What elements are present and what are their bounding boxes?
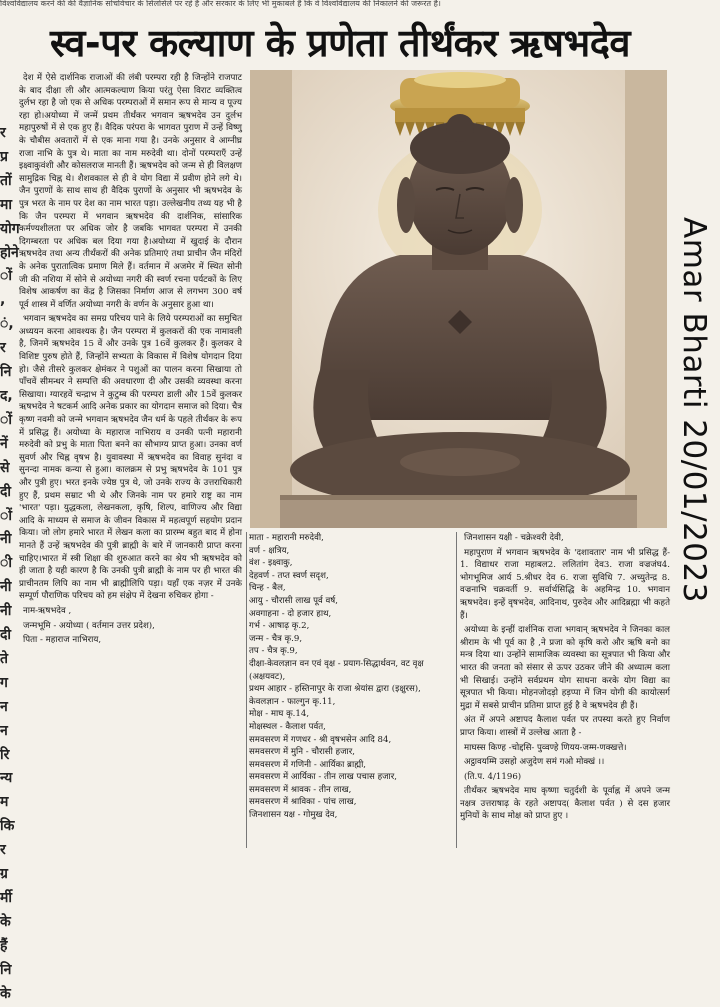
article-column-3 (460, 532, 670, 850)
paragraph: अट्ठावयम्मि उसहो अजुदेण समं गओ मोक्खं ।। (464, 757, 605, 768)
watermark-text: Amar Bharti 20/01/2023 (676, 217, 712, 603)
fact-line: प्रथम आहार - हस्तिनापुर के राजा श्रेयांस द्वारा (इक्षुरस), (249, 684, 421, 695)
fact-line: समवसरण में श्रावक - तीन लाख, (249, 784, 352, 795)
column-divider (456, 532, 457, 848)
paragraph: महापुराण में भगवान ऋषभदेव के 'दशावतार' नाम भी प्रसिद्ध हैं- 1. विद्याधर राजा महाबल2. ललितांग देव3. राजा वज्रजंघ4. भोगभूमिज आर्य 5.श्रीधर देव 6. राजा सुविधि 7. अच्युतेन्द्र 8. वज्रनाभि चक्रवर्ती 9. सर्वार्थसिद्धि के अहमिन्द्र 10. भगवान ऋषभदेव। इन्हें वृषभदेव, आदिनाथ, पुरुदेव और आदिब्रह्मा भी कहते हैं। (460, 547, 670, 621)
paragraph: देश में ऐसे दार्शनिक राजाओं की लंबी परम्परा रही है जिन्होंने राजपाट के बाद दीक्षा ली और आत्मकल्याण किया परंतु ऐसा विराट व्यक्तित्व दुर्लभ रहा है जो एक से अधिक परम्पराओं में समान रूप से मान्य व पूज्य रहा हो।अयोध्या में जन्में प्रथम तीर्थंकर भगवान ऋषभदेव उन दुर्लभ महापुरुषों में से एक हुए हैं। वैदिक परंपरा के भागवत पुराण में उन्हें विष्णु के चौबीस अवतारों में से एक माना गया है। उनके अनुसार वे आग्नीघ्र राजा नाभि के पुत्र थे। माता का नाम मरुदेवी था। दोनों परम्पराएँ उन्हें इक्ष्वाकुवंशी और कोसलराज मानती हैं। ऋषभदेव को जन्म से ही विलक्षण सामुद्रिक चिह्न थे। शैशवकाल से ही वे योग विद्या में प्रवीण होने लगे थे। जैन पुराणों के साथ साथ ही वैदिक पुराणों के अनुसार भी ऋषभदेव के पुत्र भरत के नाम पर देश का नाम भारत पड़ा। उल्लेखनीय तथ्य यह भी है कि जैन परम्परा में भगवान ऋषभदेव की दार्शनिक, सांसारिक कर्मण्यशीलता पर अधिक जोर है जबकि भागवत परम्परा में उनकी दिगम्बरता पर अधिक बल दिया गया है।अयोध्या में खुदाई के दौरान ऋषभदेव तथा अन्य तीर्थंकरों की अनेक प्रतिमाएं तथा प्राचीन जैन मंदिरों के अनेक पुरातात्विक प्रमाण मिले हैं। वर्तमान में अजमेर में स्थित सोनी जी की नशिया में सोने से अयोध्या नगरी की स्वर्ण रचना पर्यटकों के लिए विशेष आकर्षण का केंद्र है जिसका निर्माण आज से लगभग 300 वर्ष पूर्व शास्त्र में वर्णित अयोध्या नगरी के वर्णन के अनुसार हुआ था। (19, 73, 242, 310)
left-strip-fragment: र (0, 125, 6, 141)
left-strip-fragment: ी नी (0, 555, 12, 596)
article-column-2 (249, 532, 452, 850)
idol-illustration (250, 70, 667, 528)
paragraph: (ति.प. 4/1196) (464, 771, 522, 782)
paragraph: नाम-ऋषभदेव , (23, 605, 72, 616)
left-strip-fragment: र (0, 842, 6, 859)
left-strip-fragment: नी (0, 603, 12, 620)
left-strip-fragment: नि (0, 364, 12, 381)
left-strip-fragment: ग्र (0, 866, 8, 883)
left-strip-fragment: कि (0, 818, 15, 835)
left-strip-fragment: से दी (0, 459, 12, 500)
fact-line: जिनशासन यक्ष - गोमुख देव, (249, 810, 338, 821)
fact-line: माता - महारानी मरुदेवी, (249, 533, 324, 543)
left-strip-fragment: ते (0, 650, 8, 667)
source-watermark (674, 217, 714, 603)
fact-line: समवसरण में श्राविका - पांच लाख, (249, 797, 357, 808)
paragraph: माघस्स किण्ह -चोद्दसि- पुव्वण्हे णियय-जम्म-णक्खत्ते। (464, 742, 627, 753)
fact-line: आयु - चौरासी लाख पूर्व वर्ष, (249, 595, 339, 606)
fact-line: दीक्षा-केवलज्ञान वन एवं वृक्ष - प्रयाग-सिद्धार्थवन, वट वृक्ष (अक्षयवट), (249, 658, 424, 682)
headline: स्व-पर कल्याण के प्रणेता तीर्थंकर ऋषभदेव (49, 21, 631, 65)
left-strip-fragment: दी (0, 627, 12, 644)
fact-line: मोक्ष - माघ कृ.14, (249, 709, 310, 720)
left-strip-fragment: ों , (0, 268, 12, 309)
fact-line: समवसरण में आर्यिका - तीन लाख पचास हजार, (249, 772, 398, 783)
rishabhdev-idol-photo (250, 70, 667, 528)
paragraph: भगवान ऋषभदेव का समग्र परिचय पाने के लिये परम्पराओं का समुचित अध्ययन करना आवश्यक है। जैन परम्परा में कुलकरों की एक नामावली है, जिनमें ऋषभदेव 15 वें और उनके पुत्र 16वें कुलकर हैं। कुलकर वे विशिष्ट पुरुष होते हैं, जिन्होंने सभ्यता के विकास में विशेष योगदान दिया हो। जैसे तीसरे कुलकर क्षेमंकर ने पशुओं का पालन करना सिखाया तो पाँचवें सीमन्धर ने सम्पत्ति की अवधारणा दी और उसकी व्यवस्था करना सिखाया। ग्यारहवें चन्द्राभ ने कुटुम्ब की परम्परा डाली और 15वें कुलकर ऋषभदेव ने षटकर्म आदि अनेक प्रकार का योगदान समाज को दिया। चैत्र कृष्ण नवमी को जन्मे भगवान ऋषभदेव जैन धर्म के पहले तीर्थंकर के रूप में प्रसिद्ध हैं। अयोध्या के महाराज नाभिराय व उनकी पत्नी महारानी मरुदेवी को प्रभु के माता पिता बनने का सौभाग्य प्राप्त हुआ। उनका वर्ण सुवर्ण और चिह्न वृषभ है। युवावस्था में ऋषभदेव का विवाह सुनंदा व सुनन्दा नामक कन्या से हुआ। कालक्रम से प्रभु ऋषभदेव के 101 पुत्र और पुत्री हुए। भरत इनके ज्येष्ठ पुत्र थे, जो उनके राज्य के उत्तराधिकारी हुए हैं, प्रथम सम्राट भी थे और जिनके नाम पर हमारे राष्ट्र का नाम 'भारत' पड़ा। युद्धकला, लेखनकला, कृषि, शिल्प, वाणिज्य और विद्या आदि के माध्यम से समाज के जीवन विकास में महत्वपूर्ण सहयोग प्रदान किया। जो लोग हमारे भारत में लेखन कला का प्रारम्भ बहुत बाद में होना मानते हैं उन्हें ऋषभदेव की पुत्री ब्राह्मी के बारे में जानकारी प्राप्त करना चाहिए।भारत में स्त्री शिक्षा की शुरुआत करने का श्रेय भी ऋषभदेव को ही जाता है यही कारण है कि उनकी पुत्री ब्राह्मी के नाम पर ही भारत की प्राचीनतम लिपि का नाम भी ब्राह्मीलिपि पड़ा। यहाँ एक नज़र में उनके सम्पूर्ण पौराणिक परिचय को हम संक्षेप में देखना रुचिकर होगा - (19, 314, 243, 602)
left-strip-fragment: हैं (0, 937, 8, 954)
left-strip-fragment: न्य (0, 770, 13, 787)
fact-line: वंश - इक्ष्वाकु, (249, 558, 293, 569)
left-strip-fragment: प्र (0, 148, 8, 165)
left-strip-fragment: म (0, 794, 9, 811)
fact-line: केवलज्ञान - फाल्गुन कृ.11, (249, 696, 336, 707)
paragraph: अयोध्या के इन्हीं दार्शनिक राजा भगवान् ऋषभदेव ने जिनका काल श्रीराम के भी पूर्व का है ,ने प्रजा को कृषि करो और ऋषि बनो का मन्त्र दिया था। उन्होंने सामाजिक व्यवस्था का सूत्रपात भी किया और भारत की जनता को संसार से ऊपर उठकर जीने की अध्यात्म कला भी सिखाई। उन्होंने सर्वप्रथम योग साधना करके योग विद्या का सूत्रपात भी किया। मोहनजोदड़ो हड़प्पा में जिन योगी की कायोत्सर्ग मुद्रा में सबसे प्राचीन प्रतिमा प्राप्त हुई है वे ऋषभदेव ही हैं। (460, 625, 670, 711)
left-strip-fragment: ों नी (0, 507, 12, 548)
left-strip-fragment: के (0, 913, 11, 930)
fact-line: तप - चैत्र कृ.9, (249, 646, 298, 657)
column-divider (246, 532, 247, 848)
left-strip-fragment: ों नें (0, 411, 12, 452)
paragraph: तीर्थंकर ऋषभदेव माघ कृष्णा चतुर्दशी के पूर्वाह्न में अपने जन्म नक्षत्र उत्तराषाढ़ के रहते अष्टापद( कैलाश पर्वत ) से दस हजार मुनियों के साथ मोक्ष को प्राप्त हुए । (460, 786, 670, 822)
left-strip-fragment: न (0, 722, 8, 739)
fact-line: अवगाहना - दो हजार हाथ, (249, 608, 332, 619)
fact-line: समवसरण में मुनि - चौरासी हजार, (249, 747, 355, 758)
fact-line: देहवर्ण - तप्त स्वर्ण सदृश, (249, 570, 329, 581)
left-strip-fragment: ं, र (0, 316, 14, 357)
fact-line: वर्ण - क्षत्रिय, (249, 545, 290, 556)
paragraph: जन्मभूमि - अयोध्या ( वर्तमान उत्तर प्रदेश), (23, 620, 155, 631)
left-strip-fragment: न (0, 698, 8, 715)
left-strip-fragment: र्मी (0, 890, 12, 906)
fact-line: जन्म - चैत्र कृ.9, (249, 633, 303, 644)
fact-line: चिन्ह - बैल, (249, 583, 286, 594)
left-strip-fragment: नि (0, 961, 12, 978)
paragraph: जिनशासन यक्षी - चक्रेश्वरी देवी, (464, 533, 564, 543)
fact-line: मोक्षस्थल - कैलाश पर्वत, (249, 721, 326, 732)
left-strip-fragment: द, (0, 387, 13, 404)
paragraph: अंत में अपने अष्टापद कैलाश पर्वत पर तपस्या करते हुए निर्वाण प्राप्त किया। शास्त्रों में उल्लेख आता है - (460, 715, 670, 738)
fact-line: गर्भ - आषाढ़ कृ.2, (249, 621, 310, 632)
top-strip-text: विश्वविद्यालय करने की की वैज्ञानिक सोचविचार के सिलसिले पर रहे हैं और सरकार के लिए भी मुकाबले हैं कि वे विश्वविद्यालय की निकालने की जरूरत हैं। (0, 0, 441, 8)
left-adjacent-column (0, 122, 20, 1002)
left-strip-fragment: के (0, 985, 11, 1002)
left-strip-fragment: मा (0, 196, 12, 213)
left-strip-fragment: रि (0, 746, 10, 763)
fact-line: समवसरण में गणधर - श्री वृषभसेन आदि 84, (249, 734, 392, 745)
fact-line: समवसरण में गणिनी - आर्यिका ब्राह्मी, (249, 759, 367, 770)
article-column-1 (19, 72, 242, 855)
paragraph: पिता - महाराज नाभिराय, (23, 635, 102, 646)
left-strip-fragment: तों (0, 172, 12, 189)
left-strip-fragment: योग (0, 220, 20, 237)
left-strip-fragment: ग (0, 674, 8, 691)
left-strip-fragment: होने (0, 244, 19, 261)
